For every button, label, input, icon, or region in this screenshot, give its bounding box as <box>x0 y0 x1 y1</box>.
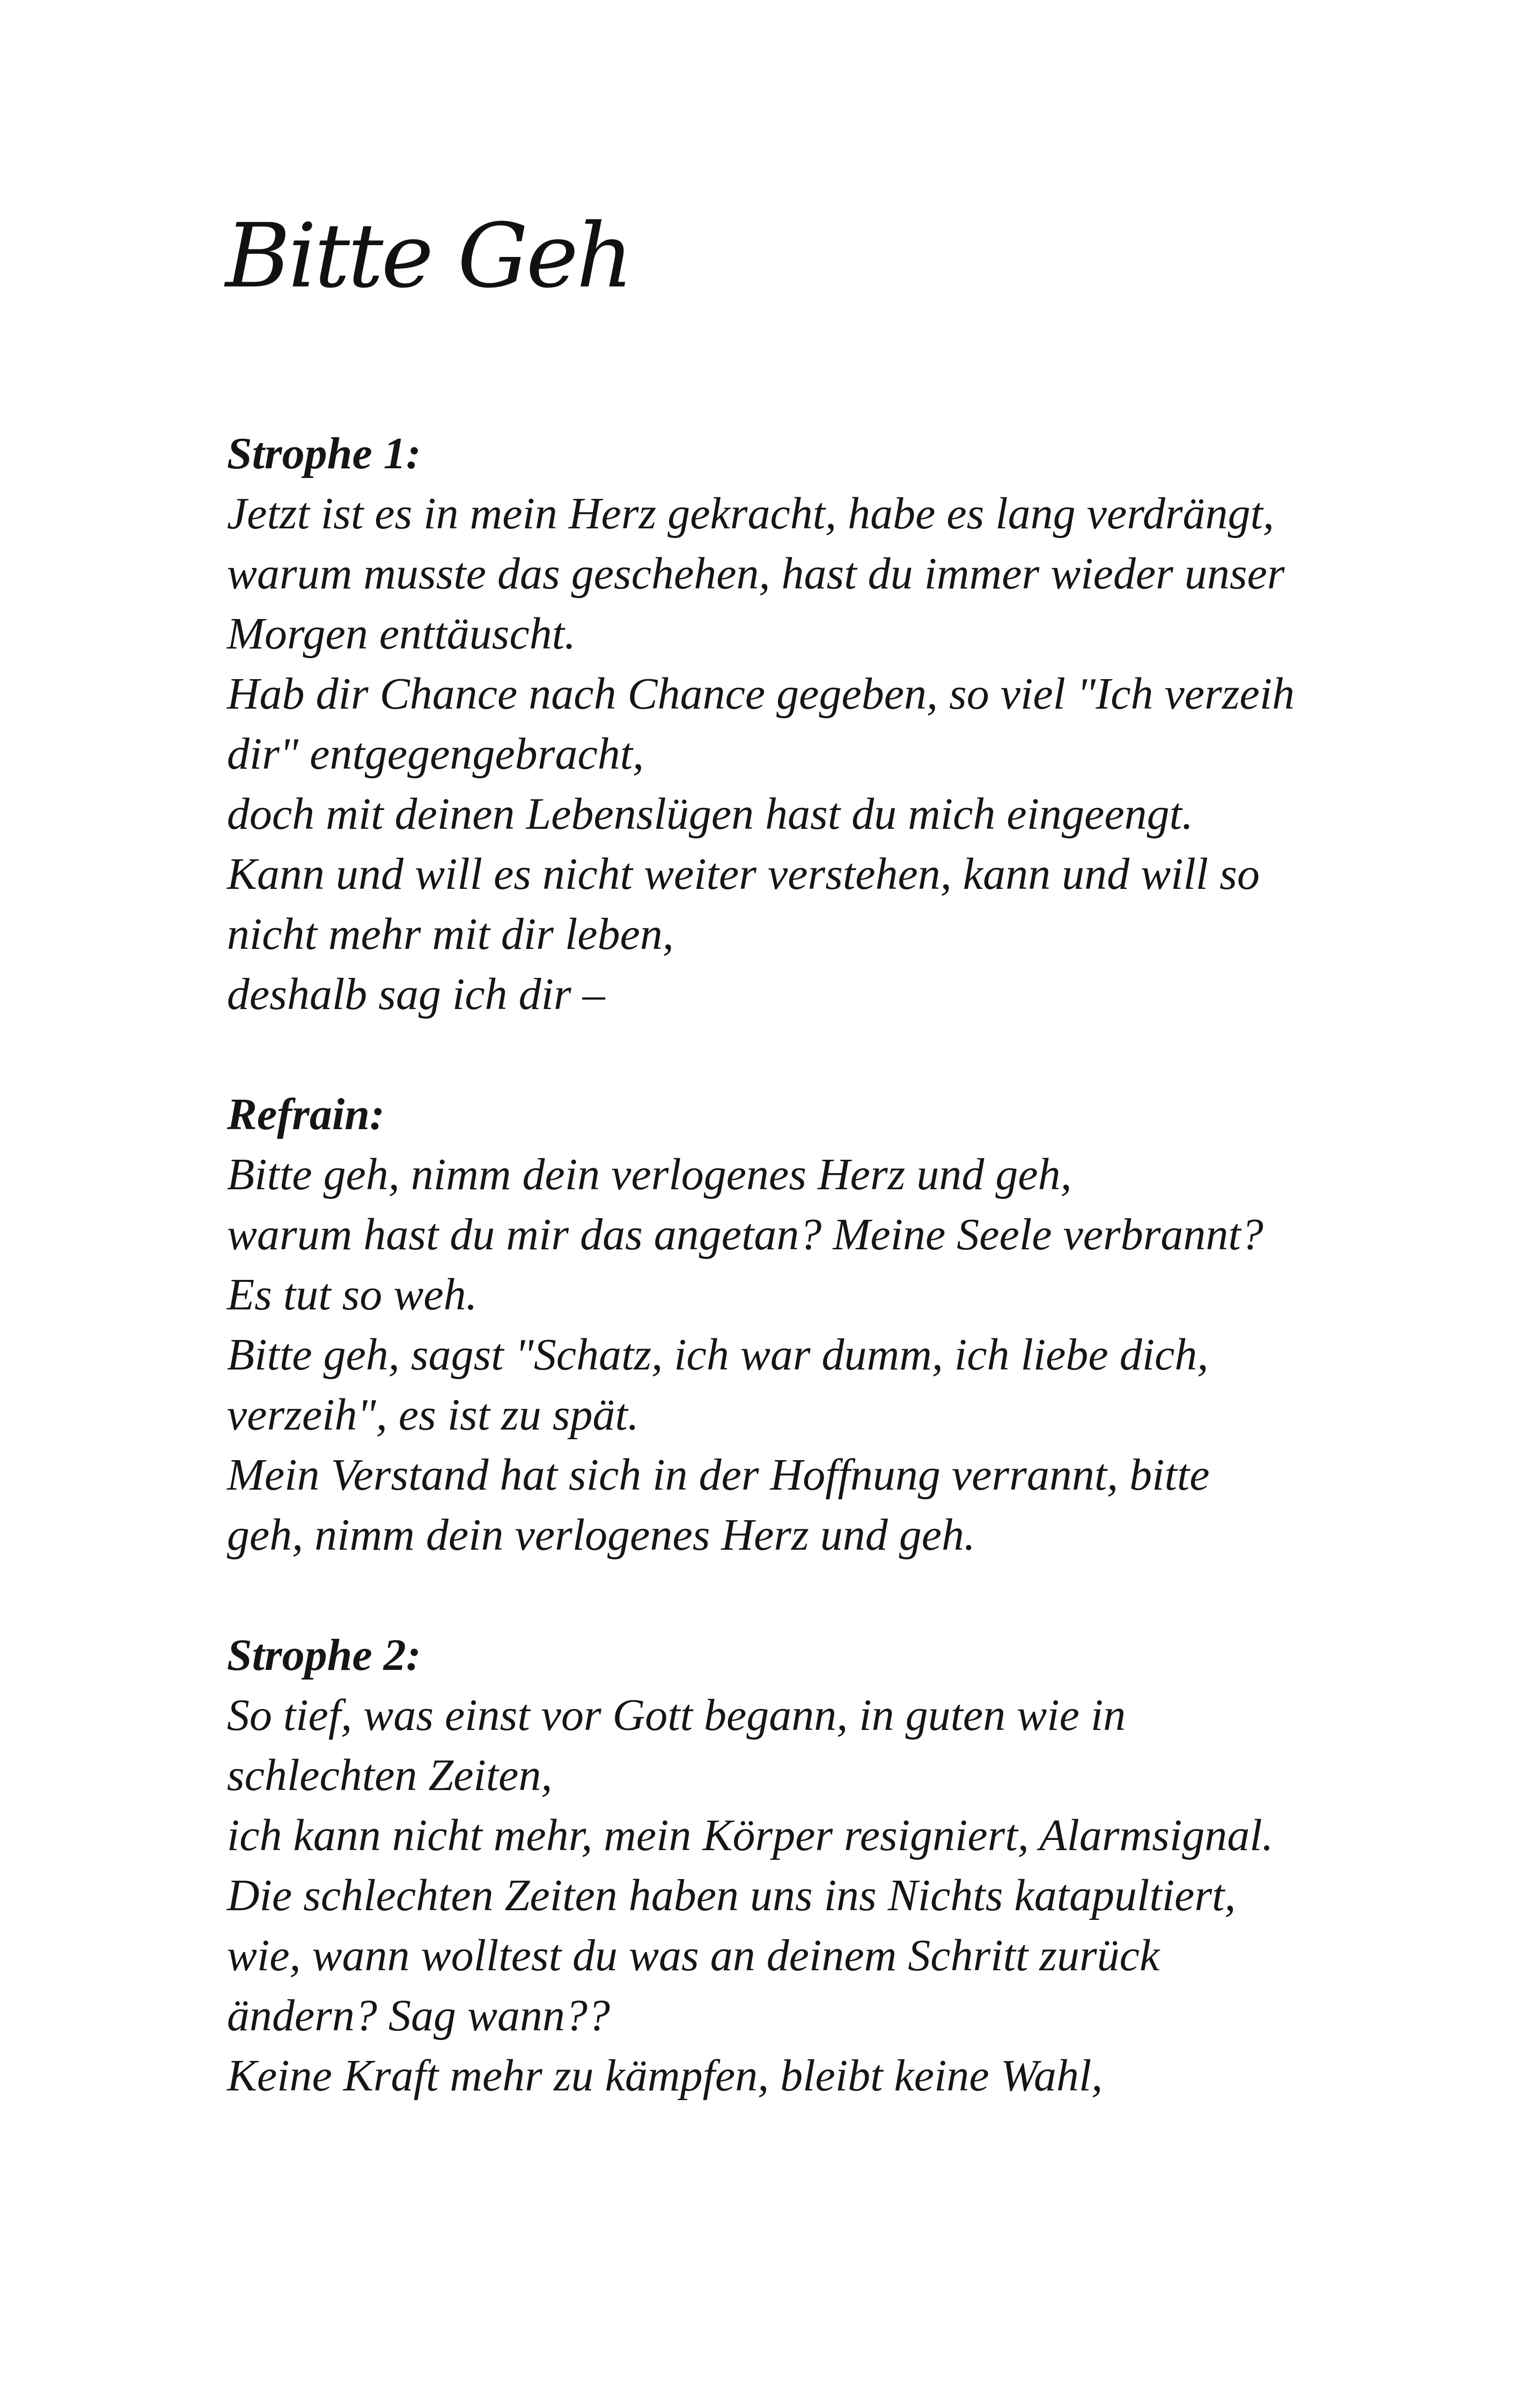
lyric-line: ich kann nicht mehr, mein Körper resigniert, Alarmsignal. <box>227 1810 1274 1860</box>
lyric-line: Die schlechten Zeiten haben uns ins Nichts katapultiert, <box>227 1871 1236 1920</box>
song-title: Bitte Geh <box>225 204 631 307</box>
lyric-line: warum hast du mir das angetan? Meine Seele verbrannt? <box>227 1210 1263 1260</box>
lyric-line: warum musste das geschehen, hast du immer wieder unser <box>227 549 1285 599</box>
lyric-line: nicht mehr mit dir leben, <box>227 909 674 959</box>
lyric-line: schlechten Zeiten, <box>227 1750 553 1800</box>
lyric-line: ändern? Sag wann?? <box>227 1991 610 2041</box>
lyric-line: Bitte geh, sagst "Schatz, ich war dumm, ich liebe dich, <box>227 1330 1209 1380</box>
lyric-line: Bitte geh, nimm dein verlogenes Herz und geh, <box>227 1150 1072 1199</box>
section-refrain <box>227 1085 1300 1565</box>
lyric-line: Mein Verstand hat sich in der Hoffnung verrannt, bitte <box>227 1450 1210 1500</box>
lyric-line: deshalb sag ich dir – <box>227 969 605 1019</box>
lyric-line: Morgen enttäuscht. <box>227 609 576 659</box>
section-heading: Strophe 2: <box>227 1630 421 1680</box>
section-strophe-1 <box>227 424 1300 1025</box>
section-heading: Refrain: <box>227 1089 385 1139</box>
lyric-line: Es tut so weh. <box>227 1270 477 1320</box>
lyric-line: geh, nimm dein verlogenes Herz und geh. <box>227 1510 976 1560</box>
lyric-line: Kann und will es nicht weiter verstehen, kann und will so <box>227 849 1260 899</box>
lyric-line: verzeih", es ist zu spät. <box>227 1390 639 1440</box>
section-strophe-2 <box>227 1625 1300 2106</box>
lyric-line: So tief, was einst vor Gott begann, in guten wie in <box>227 1690 1126 1740</box>
lyric-line: Keine Kraft mehr zu kämpfen, bleibt keine Wahl, <box>227 2051 1103 2101</box>
lyric-line: dir" entgegengebracht, <box>227 729 644 779</box>
lyric-line: doch mit deinen Lebenslügen hast du mich eingeengt. <box>227 789 1193 839</box>
section-heading: Strophe 1: <box>227 429 421 478</box>
lyric-line: wie, wann wolltest du was an deinem Schritt zurück <box>227 1931 1160 1980</box>
lyrics-body <box>227 424 1300 2166</box>
lyric-line: Jetzt ist es in mein Herz gekracht, habe es lang verdrängt, <box>227 489 1274 539</box>
lyric-line: Hab dir Chance nach Chance gegeben, so viel "Ich verzeih <box>227 669 1295 719</box>
